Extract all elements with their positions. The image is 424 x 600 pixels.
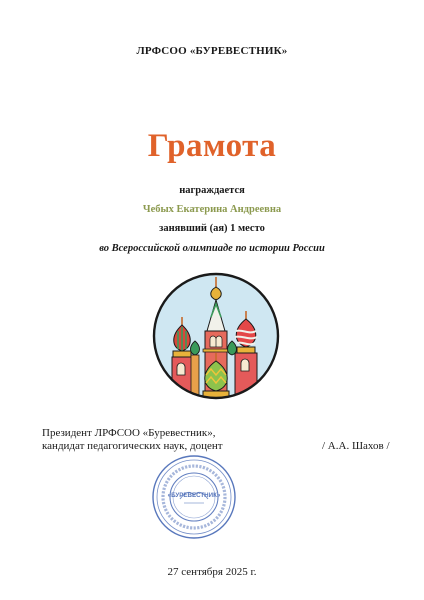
signatory-degree: кандидат педагогических наук, доцент [42,440,223,452]
event-text: во Всероссийской олимпиаде по истории России [99,243,325,254]
official-stamp [150,453,238,541]
issue-date: 27 сентября 2025 г. [167,566,257,578]
recipient-name: Чебых Екатерина Андреевна [142,204,282,215]
place-text: занявший (ая) 1 место [159,223,265,234]
st-basils-cathedral-icon [151,271,281,401]
certificate-title: Грамота [147,128,277,164]
signatory-title: Президент ЛРФСОО «Буревестник», [42,427,216,439]
awarded-text: награждается [179,185,245,196]
stamp-center-text: «БУРЕВЕСТНИК» [167,492,221,499]
signatory-name: / А.А. Шахов / [322,440,390,452]
organization-name: ЛРФСОО «БУРЕВЕСТНИК» [136,45,288,57]
